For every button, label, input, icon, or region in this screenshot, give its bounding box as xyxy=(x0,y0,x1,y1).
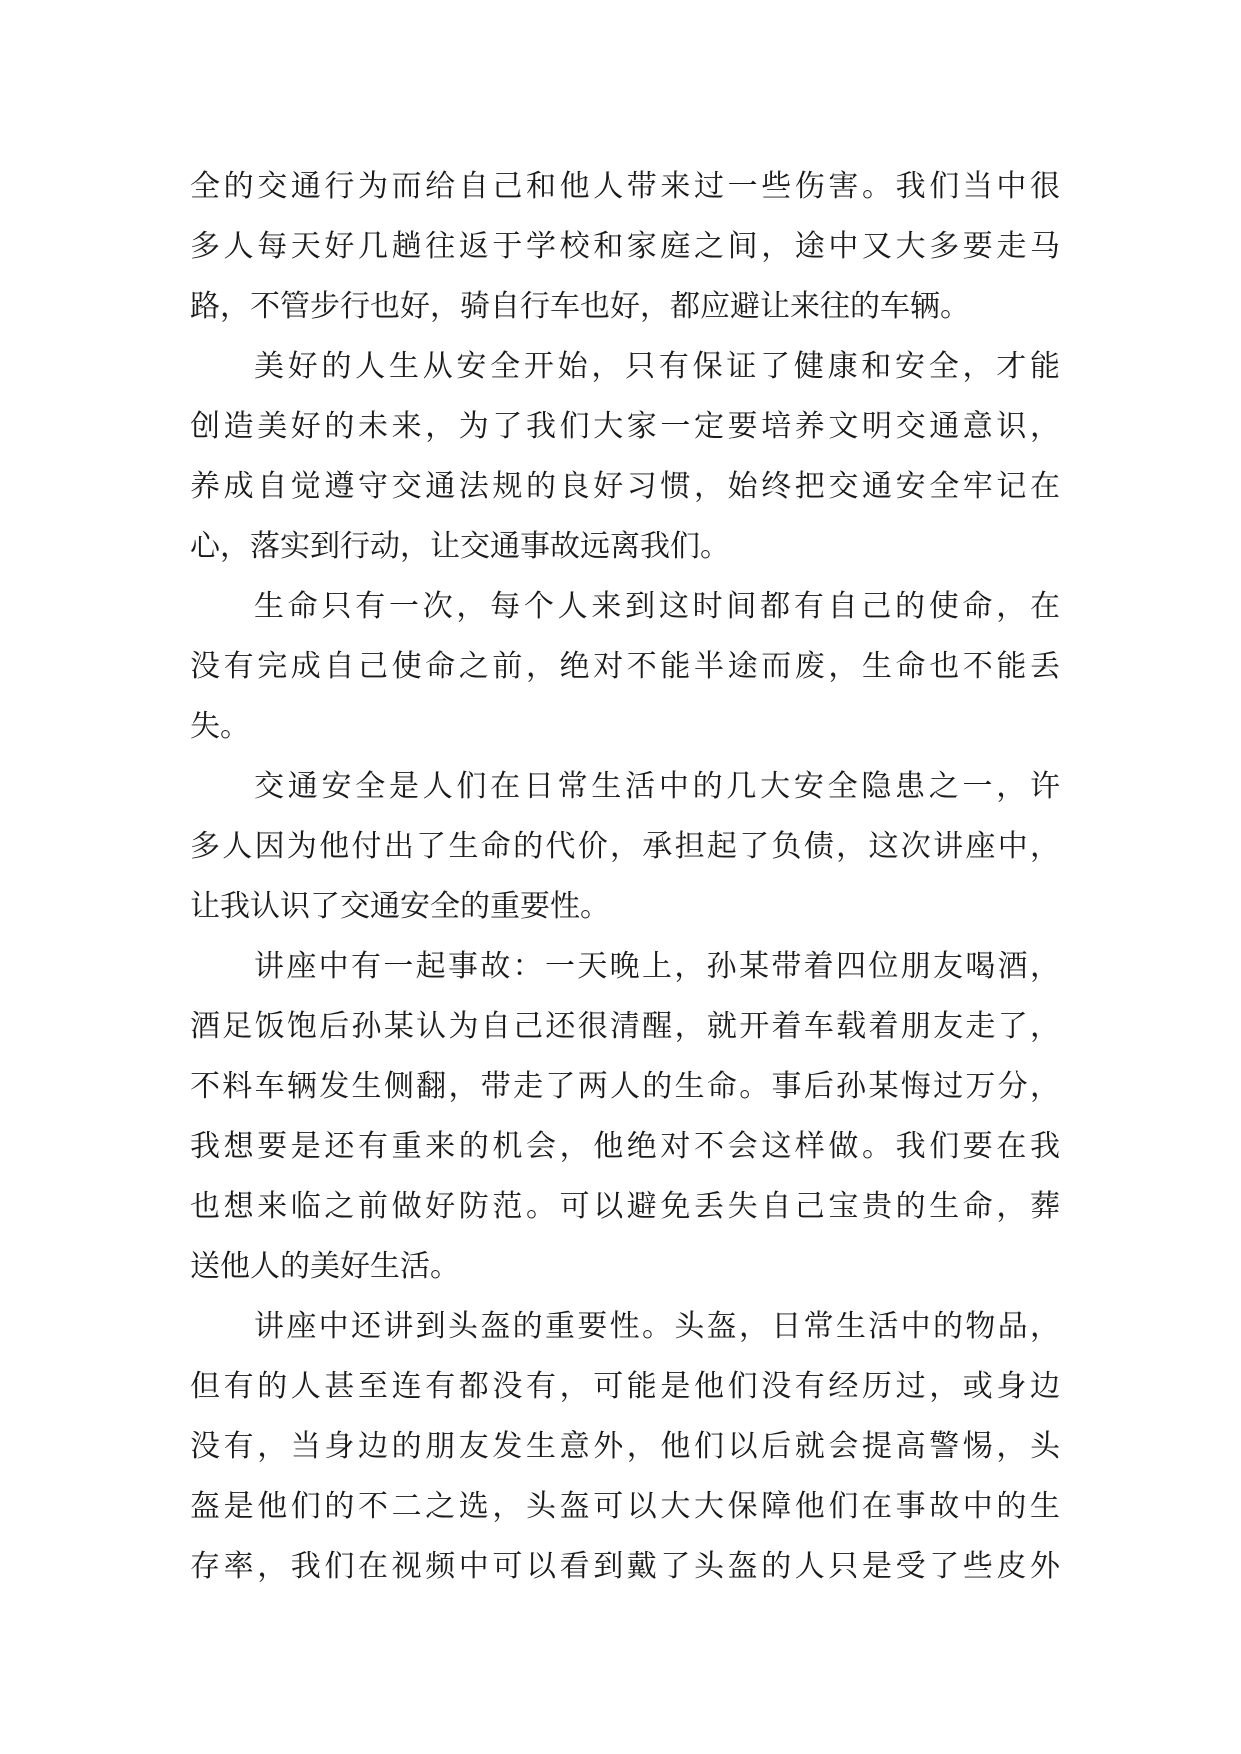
text-line: 也想来临之前做好防范。可以避免丢失自己宝贵的生命，葬 xyxy=(190,1189,1060,1224)
text-line: 全的交通行为而给自己和他人带来过一些伤害。我们当中很 xyxy=(190,169,1060,204)
text-line: 讲座中有一起事故：一天晚上，孙某带着四位朋友喝酒， xyxy=(254,949,1060,984)
text-line: 美好的人生从安全开始，只有保证了健康和安全，才能 xyxy=(254,349,1060,384)
text-line: 酒足饭饱后孙某认为自己还很清醒，就开着车载着朋友走了， xyxy=(190,1009,1060,1044)
text-line: 没有，当身边的朋友发生意外，他们以后就会提高警惕，头 xyxy=(190,1429,1060,1464)
text-line: 心，落实到行动，让交通事故远离我们。 xyxy=(190,529,730,564)
document-body xyxy=(190,157,1060,1597)
text-line: 养成自觉遵守交通法规的良好习惯，始终把交通安全牢记在 xyxy=(190,469,1060,504)
text-line: 但有的人甚至连有都没有，可能是他们没有经历过，或身边 xyxy=(190,1369,1060,1404)
text-line: 送他人的美好生活。 xyxy=(190,1249,460,1284)
text-line: 多人因为他付出了生命的代价，承担起了负债，这次讲座中， xyxy=(190,829,1060,864)
text-line: 交通安全是人们在日常生活中的几大安全隐患之一，许 xyxy=(254,769,1060,804)
text-line: 失。 xyxy=(190,709,250,744)
paragraph xyxy=(190,937,1060,1297)
text-line: 我想要是还有重来的机会，他绝对不会这样做。我们要在我 xyxy=(190,1129,1060,1164)
text-line: 路，不管步行也好，骑自行车也好，都应避让来往的车辆。 xyxy=(190,289,970,324)
text-line: 存率，我们在视频中可以看到戴了头盔的人只是受了些皮外 xyxy=(190,1549,1060,1584)
text-line: 不料车辆发生侧翻，带走了两人的生命。事后孙某悔过万分， xyxy=(190,1069,1060,1104)
text-line: 生命只有一次，每个人来到这时间都有自己的使命，在 xyxy=(254,589,1060,624)
text-line: 讲座中还讲到头盔的重要性。头盔，日常生活中的物品， xyxy=(254,1309,1060,1344)
paragraph xyxy=(190,337,1060,577)
paragraph xyxy=(190,757,1060,937)
text-line: 让我认识了交通安全的重要性。 xyxy=(190,889,610,924)
text-line: 创造美好的未来，为了我们大家一定要培养文明交通意识， xyxy=(190,409,1060,444)
paragraph xyxy=(190,1297,1060,1597)
text-line: 没有完成自己使命之前，绝对不能半途而废，生命也不能丢 xyxy=(190,649,1060,684)
paragraph xyxy=(190,577,1060,757)
text-line: 多人每天好几趟往返于学校和家庭之间，途中又大多要走马 xyxy=(190,229,1060,264)
text-line: 盔是他们的不二之选，头盔可以大大保障他们在事故中的生 xyxy=(190,1489,1060,1524)
paragraph xyxy=(190,157,1060,337)
